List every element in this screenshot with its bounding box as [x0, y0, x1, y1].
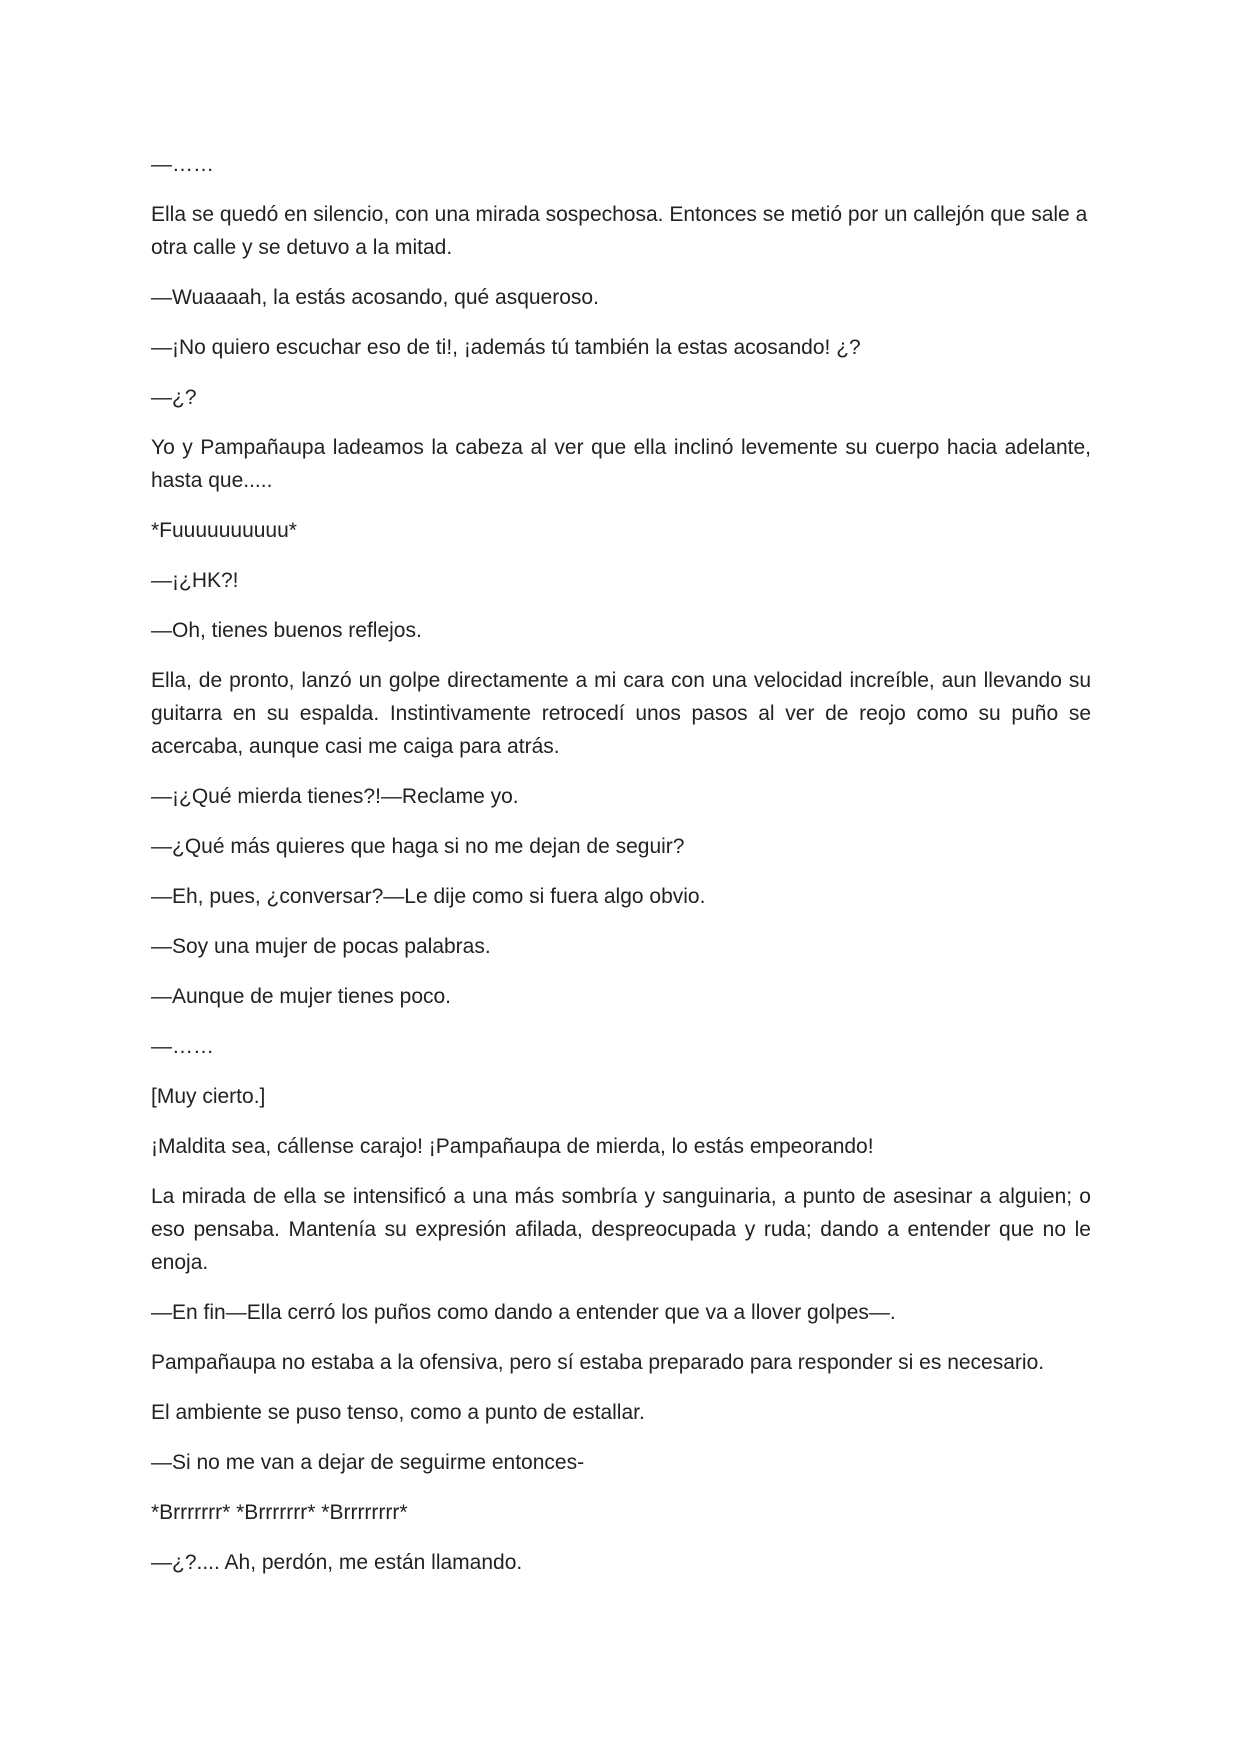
- paragraph: —Si no me van a dejar de seguirme entonces-: [151, 1451, 585, 1474]
- paragraph: —En fin—Ella cerró los puños como dando a entender que va a llover golpes—.: [151, 1301, 896, 1324]
- paragraph: —Oh, tienes buenos reflejos.: [151, 619, 422, 642]
- paragraph: *Brrrrrrr* *Brrrrrrr* *Brrrrrrrr*: [151, 1501, 408, 1524]
- paragraph: —¡¿Qué mierda tienes?!—Reclame yo.: [151, 785, 519, 808]
- paragraph: Yo y Pampañaupa ladeamos la cabeza al ver que ella inclinó levemente su cuerpo hacia adelante, hasta que.....: [151, 436, 1091, 492]
- paragraph: —Aunque de mujer tienes poco.: [151, 985, 452, 1008]
- paragraph: —¿?: [151, 386, 197, 409]
- paragraph: La mirada de ella se intensificó a una más sombría y sanguinaria, a punto de asesinar a alguien; o eso pensaba. Mantenía su expresión afilada, despreocupada y ruda; dando a entender que no le enoja.: [151, 1185, 1091, 1274]
- paragraph: —Wuaaaah, la estás acosando, qué asqueroso.: [151, 286, 599, 309]
- paragraph: Ella, de pronto, lanzó un golpe directamente a mi cara con una velocidad increíble, aun llevando su guitarra en su espalda. Instintivamente retrocedí unos pasos al ver de reojo como su puño se acercaba, aunque casi me caiga para atrás.: [151, 669, 1091, 758]
- paragraph: Pampañaupa no estaba a la ofensiva, pero sí estaba preparado para responder si es necesario.: [151, 1351, 1045, 1374]
- paragraph: —……: [151, 153, 214, 176]
- paragraph: —Eh, pues, ¿conversar?—Le dije como si fuera algo obvio.: [151, 885, 706, 908]
- paragraph: —¿Qué más quieres que haga si no me dejan de seguir?: [151, 835, 685, 858]
- document-body: [151, 148, 1091, 1596]
- paragraph: —Soy una mujer de pocas palabras.: [151, 935, 491, 958]
- paragraph: ¡Maldita sea, cállense carajo! ¡Pampañaupa de mierda, lo estás empeorando!: [151, 1135, 874, 1158]
- paragraph: [Muy cierto.]: [151, 1085, 266, 1108]
- paragraph: *Fuuuuuuuuuu*: [151, 519, 297, 542]
- paragraph: Ella se quedó en silencio, con una mirada sospechosa. Entonces se metió por un callejón que sale a otra calle y se detuvo a la mitad.: [151, 203, 1088, 259]
- paragraph: —……: [151, 1035, 214, 1058]
- paragraph: El ambiente se puso tenso, como a punto de estallar.: [151, 1401, 645, 1424]
- paragraph: —¡¿HK?!: [151, 569, 239, 592]
- paragraph: —¿?.... Ah, perdón, me están llamando.: [151, 1551, 523, 1574]
- paragraph: —¡No quiero escuchar eso de ti!, ¡además tú también la estas acosando! ¿?: [151, 336, 861, 359]
